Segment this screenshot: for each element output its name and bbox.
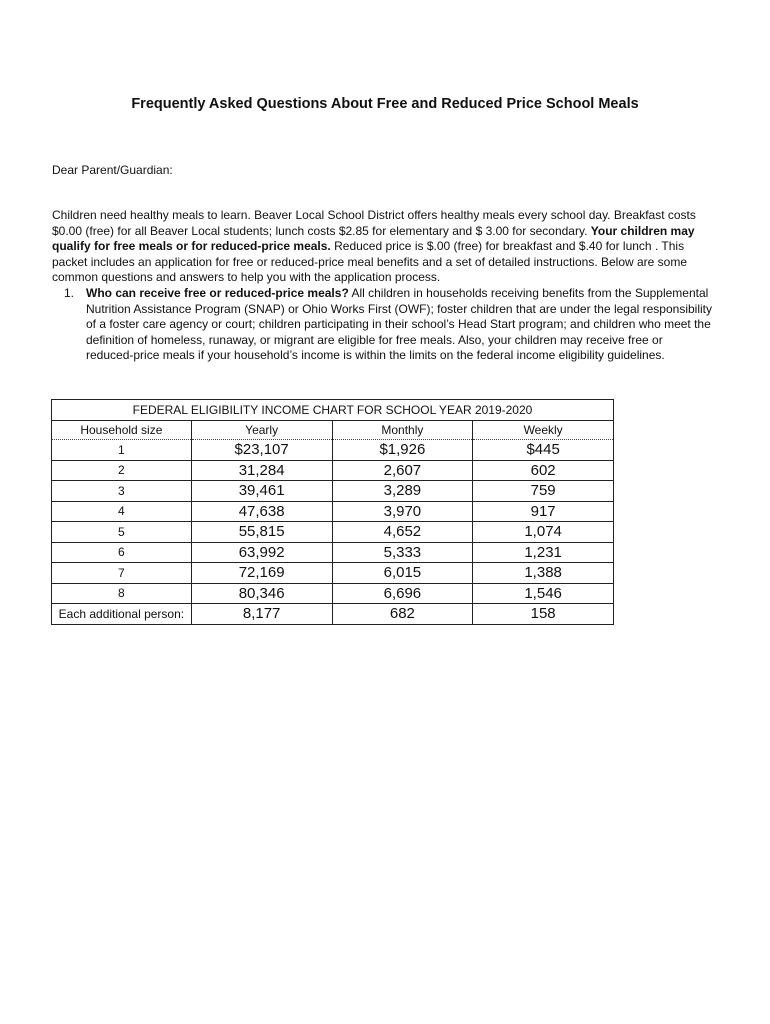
table-row bbox=[52, 522, 614, 543]
faq-list bbox=[52, 286, 712, 364]
intro-text-2: Reduced price is $.00 (free) for breakfast and $.40 for lunch . This packet includes an application for free or reduced-price meal benefits and a set of detailed instructions. Below are some common questions and answers to help you with the application process. bbox=[52, 239, 688, 285]
cell-weekly: 1,231 bbox=[473, 542, 614, 563]
cell-monthly: 3,289 bbox=[332, 481, 473, 502]
cell-monthly: 3,970 bbox=[332, 501, 473, 522]
cell-size: 3 bbox=[52, 481, 192, 502]
cell-monthly: 6,015 bbox=[332, 563, 473, 584]
cell-monthly: 6,696 bbox=[332, 583, 473, 604]
cell-yearly: 47,638 bbox=[191, 501, 332, 522]
table-caption: FEDERAL ELIGIBILITY INCOME CHART FOR SCHOOL YEAR 2019-2020 bbox=[52, 400, 614, 421]
cell-monthly: 5,333 bbox=[332, 542, 473, 563]
cell-size: 8 bbox=[52, 583, 192, 604]
cell-weekly: 917 bbox=[473, 501, 614, 522]
faq-text bbox=[86, 286, 712, 364]
header-household-size: Household size bbox=[52, 421, 192, 440]
faq-answer: All children in households receiving benefits from the Supplemental Nutrition Assistance Program (SNAP) or Ohio Works First (OWF); foster children that are under the legal responsibility of a foster care agency or court; children participating in their school’s Head Start program; and children who meet the definition of homeless, runaway, or migrant are eligible for free meals. Also, your children may receive free or reduced-price meals if your household’s income is within the limits on the federal income eligibility guidelines. bbox=[86, 286, 712, 363]
cell-yearly: 80,346 bbox=[191, 583, 332, 604]
intro-bold-text: Your children may qualify for free meals or for reduced-price meals. bbox=[52, 223, 695, 254]
table-row bbox=[52, 583, 614, 604]
cell-weekly: 1,074 bbox=[473, 522, 614, 543]
table-row bbox=[52, 604, 614, 625]
cell-yearly: 8,177 bbox=[191, 604, 332, 625]
cell-weekly: 759 bbox=[473, 481, 614, 502]
table-row bbox=[52, 481, 614, 502]
cell-size: 5 bbox=[52, 522, 192, 543]
faq-question: Who can receive free or reduced-price meals? bbox=[86, 286, 349, 300]
table-row bbox=[52, 440, 614, 461]
table-row bbox=[52, 542, 614, 563]
cell-weekly: 158 bbox=[473, 604, 614, 625]
greeting: Dear Parent/Guardian: bbox=[52, 163, 173, 177]
header-weekly: Weekly bbox=[473, 421, 614, 440]
cell-monthly: 2,607 bbox=[332, 460, 473, 481]
income-eligibility-table bbox=[51, 399, 614, 625]
cell-yearly: 39,461 bbox=[191, 481, 332, 502]
cell-yearly: 55,815 bbox=[191, 522, 332, 543]
cell-size: 7 bbox=[52, 563, 192, 584]
cell-weekly: 1,546 bbox=[473, 583, 614, 604]
cell-weekly: 1,388 bbox=[473, 563, 614, 584]
page-title: Frequently Asked Questions About Free and Reduced Price School Meals bbox=[131, 96, 639, 112]
cell-size: 4 bbox=[52, 501, 192, 522]
intro-text-1: Children need healthy meals to learn. Beaver Local School District offers healthy meals every school day. Breakfast costs $0.00 (free) for all Beaver Local students; lunch costs $2.85 for elementary and $ 3.00 for secondary. bbox=[52, 208, 696, 238]
intro-paragraph bbox=[52, 208, 712, 286]
cell-size: 6 bbox=[52, 542, 192, 563]
cell-weekly: $445 bbox=[473, 440, 614, 461]
cell-size: 2 bbox=[52, 460, 192, 481]
table-header-row bbox=[52, 421, 614, 440]
cell-yearly: $23,107 bbox=[191, 440, 332, 461]
cell-yearly: 31,284 bbox=[191, 460, 332, 481]
cell-yearly: 63,992 bbox=[191, 542, 332, 563]
cell-monthly: $1,926 bbox=[332, 440, 473, 461]
cell-size: Each additional person: bbox=[52, 604, 192, 625]
faq-number: 1. bbox=[64, 286, 75, 300]
cell-monthly: 4,652 bbox=[332, 522, 473, 543]
cell-weekly: 602 bbox=[473, 460, 614, 481]
cell-size: 1 bbox=[52, 440, 192, 461]
cell-monthly: 682 bbox=[332, 604, 473, 625]
table-row bbox=[52, 563, 614, 584]
table-row bbox=[52, 501, 614, 522]
cell-yearly: 72,169 bbox=[191, 563, 332, 584]
header-monthly: Monthly bbox=[332, 421, 473, 440]
table-row bbox=[52, 460, 614, 481]
faq-item bbox=[52, 286, 712, 364]
header-yearly: Yearly bbox=[191, 421, 332, 440]
